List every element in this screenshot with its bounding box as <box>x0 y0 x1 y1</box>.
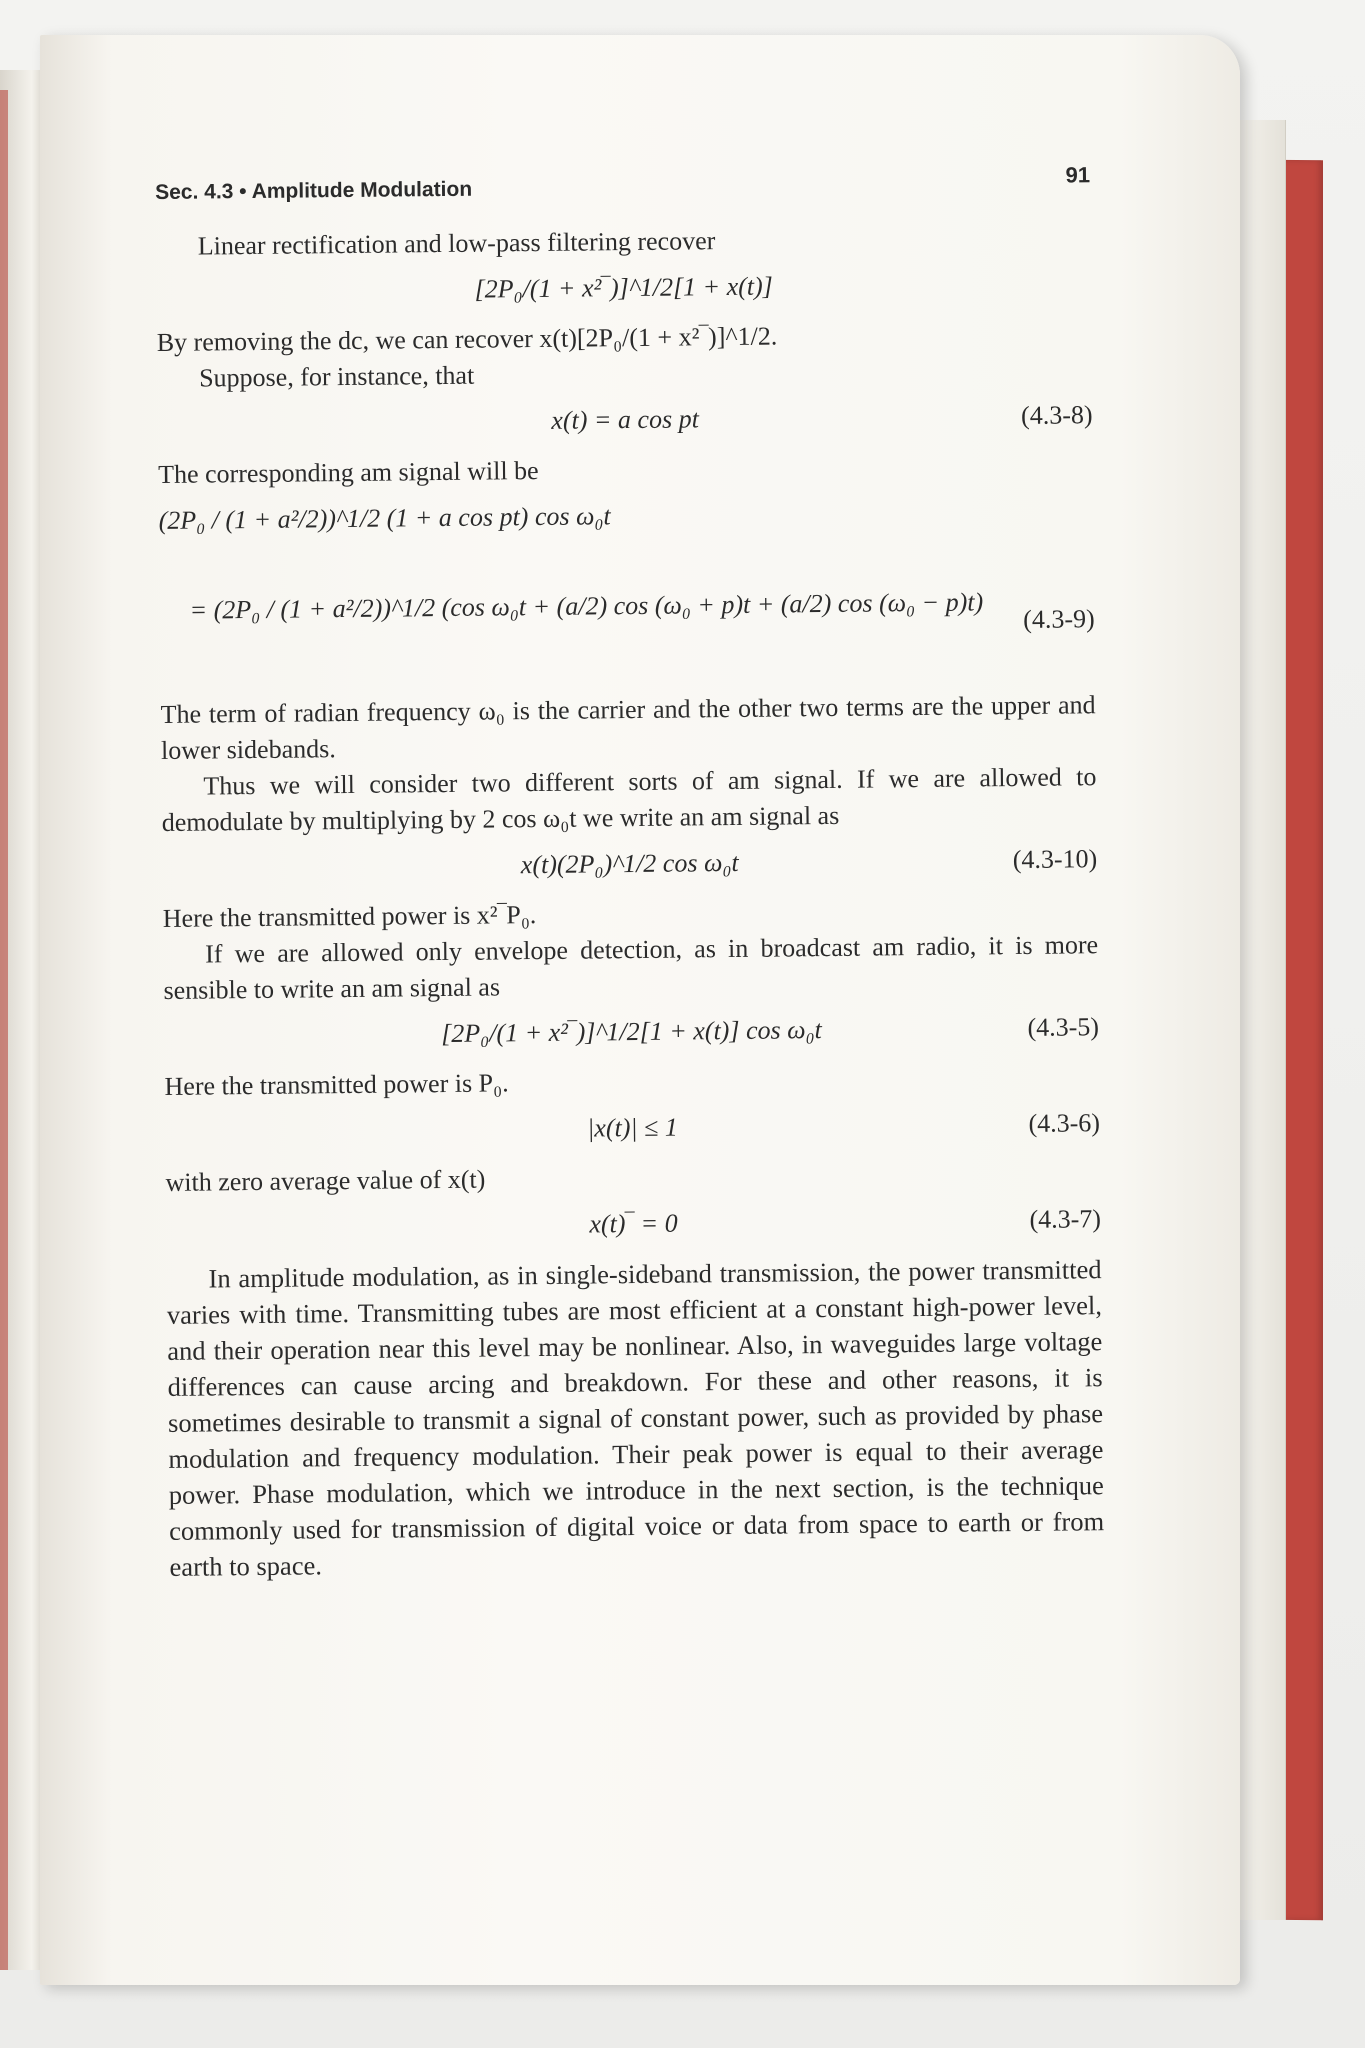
equation-4-3-8 <box>157 397 1092 443</box>
equation-row: (2P₀ / (1 + a²/2))^1/2 (1 + a cos pt) cos ω₀t <box>158 501 611 535</box>
equation-4-3-9 <box>158 493 1095 683</box>
equation-number: (4.3-8) <box>1020 400 1093 430</box>
equation-4-3-5 <box>164 1009 1099 1055</box>
paragraph: Linear rectification and low-pass filtering recover <box>197 226 716 261</box>
equation-number: (4.3-5) <box>1027 1012 1100 1042</box>
equation-number: (4.3-6) <box>1028 1108 1101 1138</box>
paragraph: In amplitude modulation, as in single-sideband transmission, the power transmitted varies with time. Transmitting tubes are most efficient at a constant high-power level, and their operation near this level may be nonlinear. Also, in waveguides large voltage differences can cause arcing and breakdown. For these and other reasons, it is sometimes desirable to transmit a signal of constant power, such as provided by phase modulation and frequency modulation. Their peak power is equal to their average power. Phase modulation, which we introduce in the next section, is the technique commonly used for transmission of digital voice or data from space to earth or from earth to space. <box>166 1254 1105 1582</box>
equation-body: [2P₀/(1 + x²‾)]^1/2[1 + x(t)] cos ω₀t <box>441 1015 822 1049</box>
paragraph: By removing the dc, we can recover x(t)[2P₀/(1 + x²‾)]^1/2. <box>156 321 778 357</box>
paragraph: The term of radian frequency ω₀ is the carrier and the other two terms are the upper and lower sidebands. <box>160 690 1096 765</box>
equation-body: [2P₀/(1 + x²‾)]^1/2[1 + x(t)] <box>474 271 773 304</box>
equation-number: (4.3-7) <box>1029 1204 1102 1234</box>
page-header <box>155 162 1091 215</box>
paragraph: Suppose, for instance, that <box>198 360 475 393</box>
paragraph: If we are allowed only envelope detection, as in broadcast am radio, it is more sensible to write an am signal as <box>163 930 1099 1005</box>
equation-4-3-10 <box>162 841 1097 887</box>
equation-4-3-7 <box>166 1201 1101 1247</box>
equation-body: x(t)‾ = 0 <box>589 1208 678 1239</box>
paragraph: Here the transmitted power is x²‾P₀. <box>162 900 537 933</box>
equation-body: x(t)(2P₀)^1/2 cos ω₀t <box>520 847 739 880</box>
paragraph: Here the transmitted power is P₀. <box>164 1068 509 1101</box>
equation-4-3-6 <box>165 1105 1100 1151</box>
equation <box>156 265 1091 311</box>
equation-body: |x(t)| ≤ 1 <box>587 1112 678 1143</box>
left-cover-edge <box>0 90 8 1970</box>
equation-row: = (2P₀ / (1 + a²/2))^1/2 (cos ω₀t + (a/2) cos (ω₀ + p)t + (a/2) cos (ω₀ − p)t) <box>189 587 984 625</box>
paragraph: The corresponding am signal will be <box>157 455 539 489</box>
paragraph: Thus we will consider two different sorts of am signal. If we are allowed to demodulate by multiplying by 2 cos ω₀t we write an am signal as <box>161 762 1097 837</box>
page-number: 91 <box>1065 162 1091 188</box>
equation-number: (4.3-10) <box>1012 844 1098 875</box>
page-content <box>155 162 1105 1585</box>
running-head: Sec. 4.3 • Amplitude Modulation <box>155 177 473 204</box>
paragraph: with zero average value of x(t) <box>165 1164 486 1197</box>
equation-body: x(t) = a cos pt <box>551 404 699 435</box>
equation-number: (4.3-9) <box>1023 604 1095 634</box>
book-page <box>40 35 1240 1985</box>
